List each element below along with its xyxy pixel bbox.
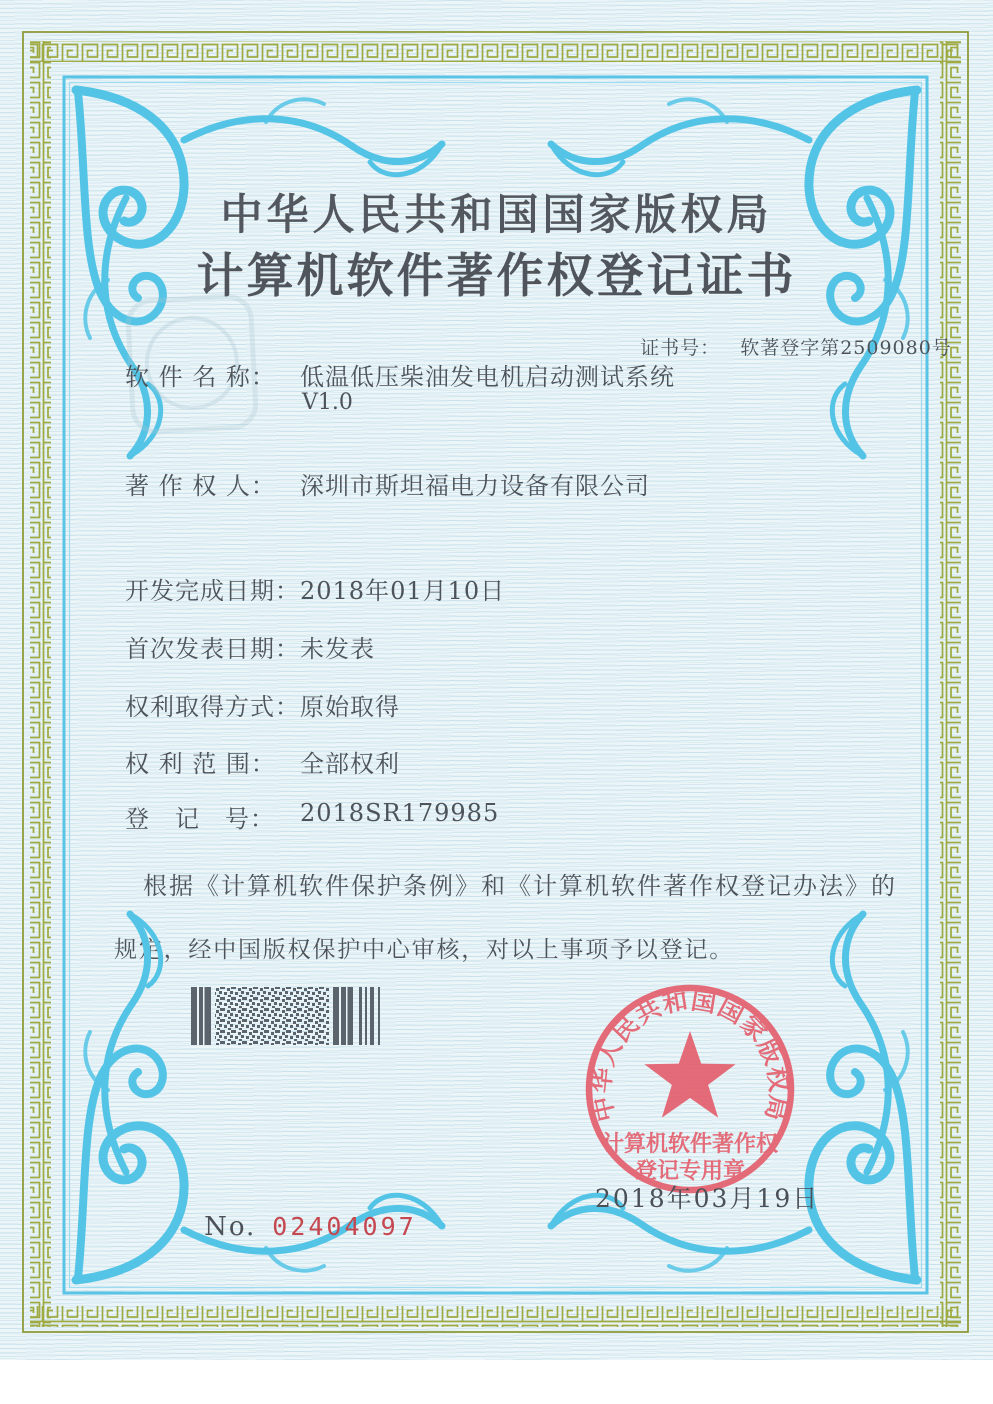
- field-value: 2018SR179985: [300, 799, 500, 827]
- registration-statement-line2: 规定，经中国版权保护中心审核，对以上事项予以登记。: [114, 937, 734, 963]
- official-seal: [577, 979, 803, 1205]
- field-rights-acquisition-method: [125, 687, 945, 721]
- field-first-publication-date: [125, 629, 945, 663]
- barcode: [189, 986, 389, 1046]
- field-value: 全部权利: [300, 750, 400, 778]
- registration-statement-line1: 根据《计算机软件保护条例》和《计算机软件著作权登记办法》的: [143, 872, 897, 900]
- registration-date: 2018年03月19日: [595, 1184, 820, 1213]
- field-completion-date: [125, 571, 945, 605]
- issuing-authority-title: 中华人民共和国国家版权局: [220, 190, 773, 239]
- field-value-version: V1.0: [302, 390, 353, 415]
- seal-ring-text: 中华人民共和国国家版权局: [586, 985, 794, 1125]
- field-software-name: [125, 357, 945, 415]
- field-rights-scope: [125, 744, 945, 778]
- field-value: 深圳市斯坦福电力设备有限公司: [300, 472, 650, 500]
- field-label: 权利取得方式：: [125, 693, 300, 721]
- field-label: 著 作 权 人：: [125, 472, 276, 500]
- field-copyright-owner: [125, 466, 945, 500]
- scan-paper-edge: [0, 1360, 993, 1404]
- field-label: 软 件 名 称：: [125, 363, 276, 391]
- seal-text-line1: 计算机软件著作权: [601, 1131, 779, 1157]
- star-icon: [644, 1031, 735, 1118]
- certificate-number-value: 软著登字第2509080号: [740, 337, 952, 359]
- certificate-title: 计算机软件著作权登记证书: [196, 249, 797, 304]
- field-label: 登 记 号：: [125, 805, 275, 833]
- serial-number-label: No.: [204, 1212, 257, 1242]
- serial-number-value: 02404097: [272, 1212, 417, 1241]
- serial-number-line: [163, 1182, 417, 1272]
- field-label: 首次发表日期：: [125, 635, 300, 663]
- certificate-number-label: 证书号：: [640, 337, 721, 359]
- seal-text-line2: 登记专用章: [634, 1158, 746, 1184]
- field-value: 2018年01月10日: [300, 577, 506, 605]
- greek-key-border-top: [30, 41, 961, 62]
- field-label: 开发完成日期：: [125, 577, 300, 605]
- greek-key-border-bottom: [30, 1306, 961, 1327]
- field-registration-number: [125, 799, 945, 833]
- field-value: 未发表: [300, 635, 375, 663]
- field-label: 权 利 范 围：: [125, 750, 276, 778]
- field-value: 低温低压柴油发电机启动测试系统: [300, 363, 675, 391]
- field-value: 原始取得: [300, 693, 400, 721]
